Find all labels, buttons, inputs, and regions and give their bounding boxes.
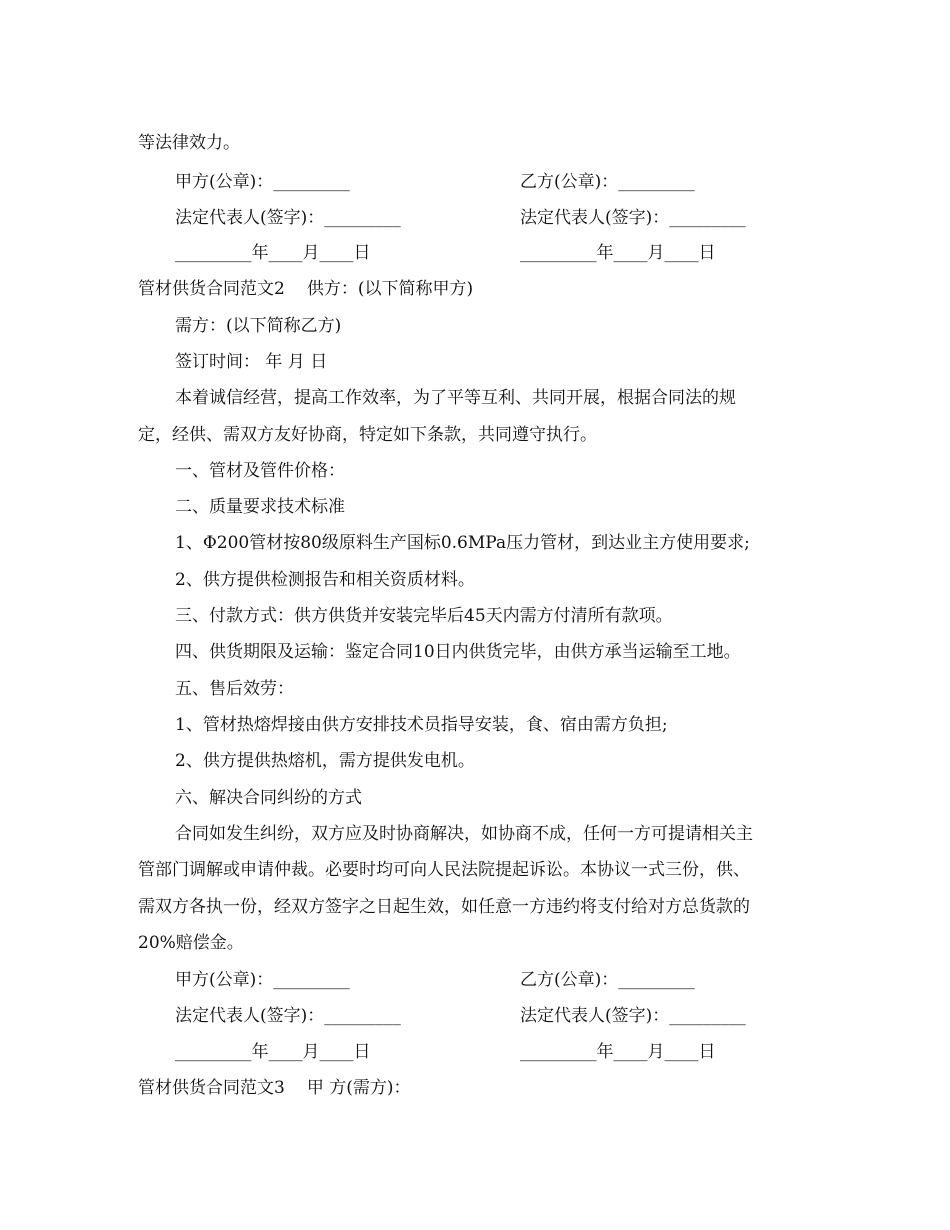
- sample2-item5-1: 1、管材热熔焊接由供方安排技术员指导安装，食、宿由需方负担;: [175, 715, 668, 735]
- opening-line: 等法律效力。: [138, 133, 240, 153]
- sample2-item3: 三、付款方式：供方供货并安装完毕后45天内需方付清所有款项。: [175, 606, 673, 626]
- sample2-signing-time: 签订时间： 年 月 日: [175, 352, 328, 372]
- sample2-heading: 管材供货合同范文2: [138, 279, 285, 299]
- sample2-preamble-2: 定，经供、需双方友好协商，特定如下条款，共同遵守执行。: [138, 425, 597, 445]
- sig2-seal-row: [175, 970, 855, 990]
- sig2-rep-b: 法定代表人(签字)：_________: [520, 1006, 746, 1026]
- sample2-dispute-4: 20%赔偿金。: [138, 933, 244, 953]
- sig1-date-row: [175, 243, 855, 263]
- sample2-buyer: 需方：(以下简称乙方): [175, 316, 342, 336]
- sample2-item2-2: 2、供方提供检测报告和相关资质材料。: [175, 570, 475, 590]
- sig1-rep-b: 法定代表人(签字)：_________: [520, 208, 746, 228]
- sig1-rep-row: [175, 208, 855, 228]
- sample3-heading-row: [138, 1078, 818, 1098]
- sample2-dispute-1: 合同如发生纠纷，双方应及时协商解决，如协商不成，任何一方可提请相关主: [175, 824, 753, 844]
- sig1-date-a: _________年____月____日: [175, 243, 371, 263]
- sig1-rep-a: 法定代表人(签字)：_________: [175, 208, 401, 228]
- sample2-dispute-3: 需双方各执一份，经双方签字之日起生效，如任意一方违约将支付给对方总货款的: [138, 897, 750, 917]
- sig2-date-row: [175, 1042, 855, 1062]
- sig2-rep-row: [175, 1006, 855, 1026]
- sample3-party-a: 甲 方(需方)：: [306, 1078, 411, 1098]
- sig2-date-b: _________年____月____日: [520, 1042, 716, 1062]
- sig2-rep-a: 法定代表人(签字)：_________: [175, 1006, 401, 1026]
- sig2-date-a: _________年____月____日: [175, 1042, 371, 1062]
- sample2-item1: 一、管材及管件价格：: [175, 461, 345, 481]
- sig1-seal-row: [175, 172, 855, 192]
- sig2-party-b-seal: 乙方(公章)：_________: [520, 970, 695, 990]
- sig1-party-a-seal: 甲方(公章)：_________: [175, 172, 350, 192]
- sample2-item2-1: 1、Φ200管材按80级原料生产国标0.6MPa压力管材，到达业主方使用要求;: [175, 533, 750, 553]
- sample3-heading: 管材供货合同范文3: [138, 1078, 285, 1098]
- sample2-item5-2: 2、供方提供热熔机，需方提供发电机。: [175, 751, 475, 771]
- sample2-item5: 五、售后效劳：: [175, 679, 294, 699]
- sig2-party-a-seal: 甲方(公章)：_________: [175, 970, 350, 990]
- sample2-supplier: 供方：(以下简称甲方): [306, 279, 474, 299]
- sample2-item6: 六、解决合同纠纷的方式: [175, 788, 362, 808]
- sig1-party-b-seal: 乙方(公章)：_________: [520, 172, 695, 192]
- sig1-date-b: _________年____月____日: [520, 243, 716, 263]
- sample2-dispute-2: 管部门调解或申请仲裁。必要时均可向人民法院提起诉讼。本协议一式三份，供、: [138, 860, 750, 880]
- sample2-item4: 四、供货期限及运输：鉴定合同10日内供货完毕，由供方承当运输至工地。: [175, 642, 741, 662]
- sample2-heading-row: [138, 279, 818, 299]
- sample2-preamble-1: 本着诚信经营，提高工作效率，为了平等互利、共同开展，根据合同法的规: [175, 388, 736, 408]
- sample2-item2: 二、质量要求技术标准: [175, 497, 345, 517]
